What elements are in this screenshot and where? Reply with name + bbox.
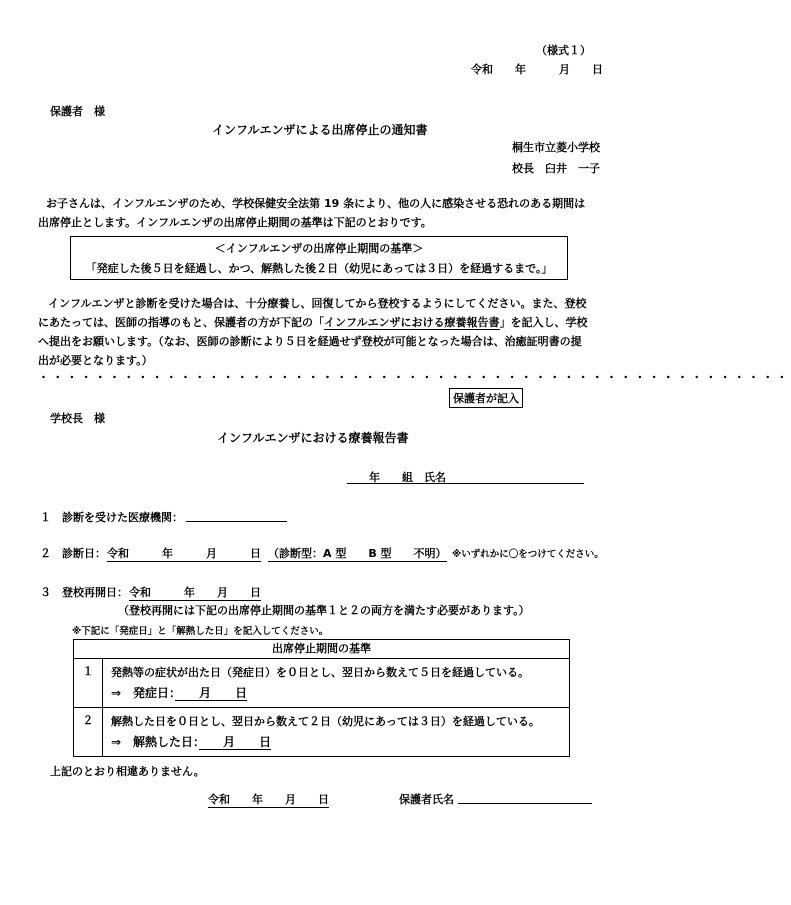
body-line-1: インフルエンザと診断を受けた場合は、十分療養し、回復してから登校するようにしてください。また、登校 — [48, 297, 587, 310]
return-date-field[interactable]: 令和 年 月 日 — [129, 586, 261, 599]
criteria-row-text: 発熱等の症状が出た日（発症日）を０日とし、翌日から数えて５日を経過している。 — [111, 666, 529, 679]
principal-name: 校長 臼井 一子 — [512, 162, 600, 175]
item-3-note: （登校再開には下記の出席停止期間の基準１と２の両方を満たす必要があります。） — [118, 604, 530, 617]
onset-date-label: ⇒ 発症日： — [111, 686, 176, 700]
report-title: インフルエンザにおける療養報告書 — [217, 431, 409, 445]
fever-down-date-label: ⇒ 解熱した日： — [111, 735, 200, 749]
confirmation-text: 上記のとおり相違ありません。 — [50, 765, 205, 778]
criteria-box — [70, 236, 568, 280]
criteria-box-text: 「発症した後５日を経過し、かつ、解熱した後２日（幼児にあっては３日）を経過するまで。」 — [85, 262, 553, 275]
body-line-3: へ提出をお願いします。（なお、医師の診断により５日を経過せず登校が可能となった場合は、治癒証明書の提 — [38, 335, 582, 348]
criteria-row-2 — [74, 708, 570, 757]
diagnosis-type-field[interactable]: （診断型：A 型 B 型 不明） — [268, 547, 447, 560]
body-line-4: 出が必要となります。） — [38, 354, 153, 367]
class-name-line: 年 組 氏名 — [347, 471, 446, 484]
form-number: （様式１） — [536, 44, 591, 57]
date-line: 令和 年 月 日 — [471, 63, 603, 76]
criteria-row-number: ２ — [74, 708, 103, 757]
report-name-underlined: インフルエンザにおける療養報告書 — [324, 316, 500, 329]
fever-down-date-field[interactable]: 月 日 — [199, 735, 272, 749]
criteria-row-number: １ — [74, 659, 103, 708]
criteria-box-title: ＜インフルエンザの出席停止期間の基準＞ — [214, 242, 424, 255]
medical-institution-field[interactable] — [186, 521, 287, 522]
diagnosis-date-field[interactable]: 令和 年 月 日 — [107, 547, 261, 560]
notice-addressee: 保護者 様 — [50, 105, 105, 118]
guardian-name-label: 保護者氏名 — [399, 793, 454, 806]
body-line-2: にあたっては、医師の指導のもと、保護者の方が下記の「インフルエンザにおける療養報告書」を記入し、学校 — [38, 316, 588, 329]
criteria-table — [73, 639, 570, 757]
report-addressee: 学校長 様 — [50, 412, 105, 425]
item-1-label: １ 診断を受けた医療機関： — [40, 511, 183, 524]
item-2-label: ２ 診断日： — [40, 547, 106, 560]
item-2-note: ※いずれかに〇をつけてください。 — [452, 549, 604, 560]
school-name: 桐生市立菱小学校 — [512, 141, 600, 154]
cut-line: ・・・・・・・・・・・・・・・・・・・・・・・・・・・・・・・・・・・・・・・・・・・・・・・・・・・・・ — [38, 371, 791, 384]
guardian-name-field[interactable] — [458, 803, 592, 804]
parent-fill-badge: 保護者が記入 — [449, 388, 523, 408]
item-3-label: ３ 登校再開日： — [40, 586, 128, 599]
criteria-row-1 — [74, 659, 570, 708]
class-name-underline[interactable] — [347, 483, 584, 484]
criteria-table-header: 出席停止期間の基準 — [74, 640, 570, 659]
intro-line-1: お子さんは、インフルエンザのため、学校保健安全法第 19 条により、他の人に感染させる恐れのある期間は — [46, 197, 586, 210]
criteria-row-text: 解熱した日を０日とし、翌日から数えて２日（幼児にあっては３日）を経過している。 — [111, 715, 540, 728]
sign-date-field[interactable]: 令和 年 月 日 — [208, 793, 329, 806]
table-note: ※下記に「発症日」と「解熱した日」を記入してください。 — [72, 626, 329, 637]
onset-date-field[interactable]: 月 日 — [175, 686, 248, 700]
notice-title: インフルエンザによる出席停止の通知書 — [212, 123, 428, 137]
intro-line-2: 出席停止とします。インフルエンザの出席停止期間の基準は下記のとおりです。 — [38, 216, 432, 229]
